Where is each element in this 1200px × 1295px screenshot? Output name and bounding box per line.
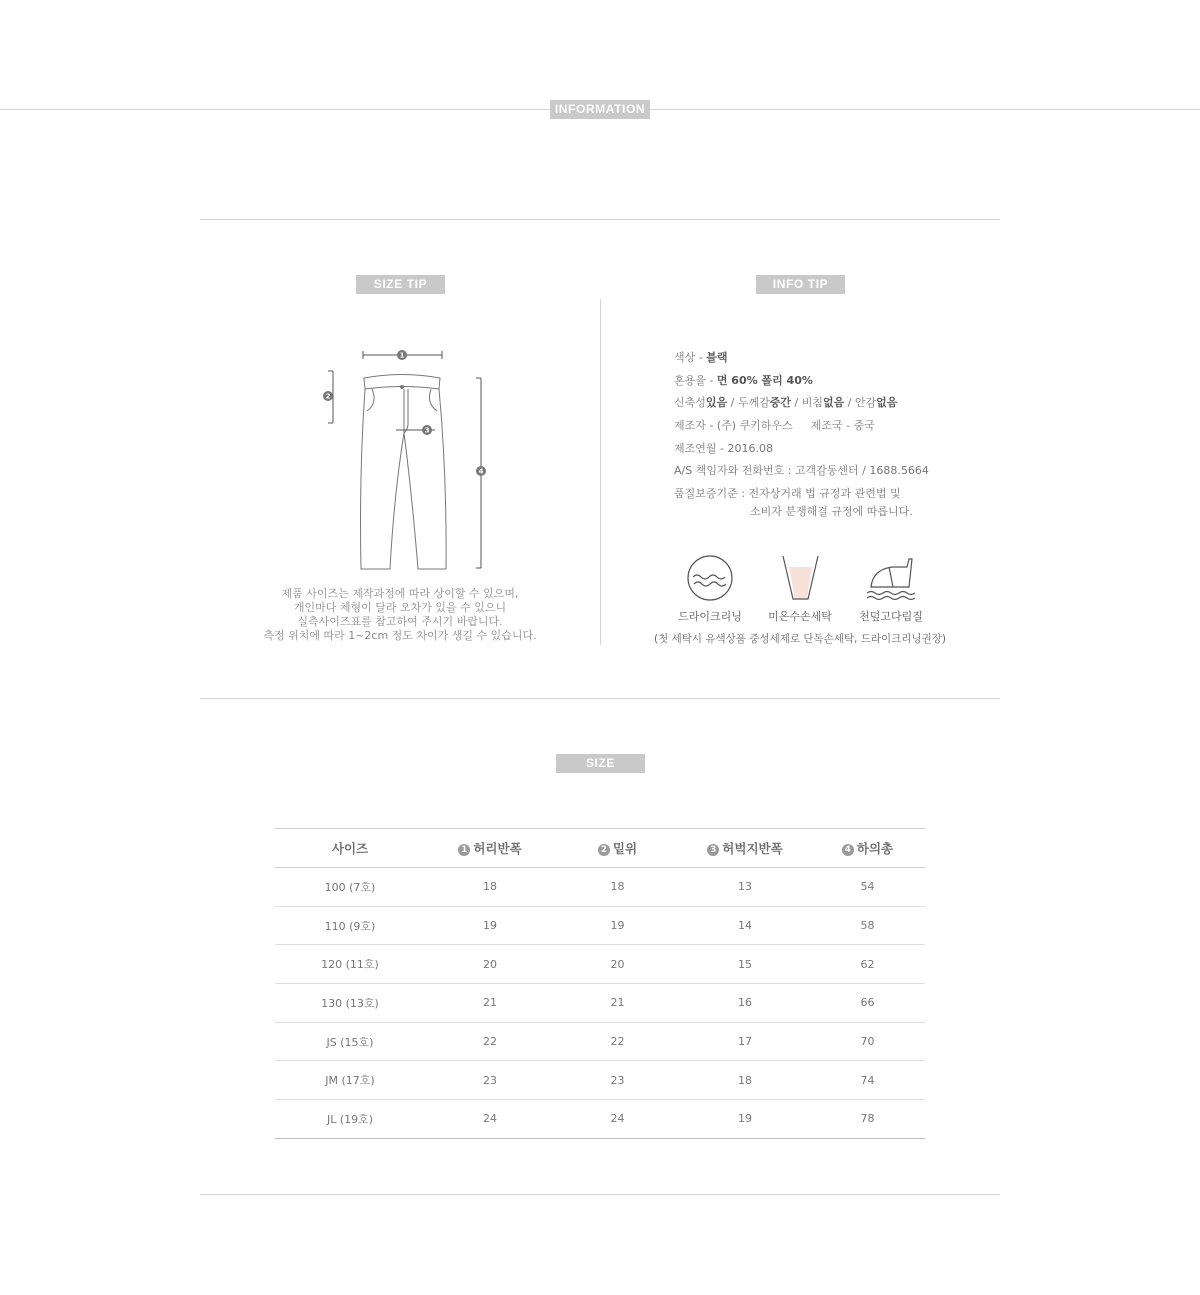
info-list	[674, 349, 974, 526]
care-dry-clean: 드라이크리닝	[665, 553, 755, 624]
blend-value: 면 60% 폴리 40%	[716, 373, 813, 387]
info-quality: 품질보증기준 : 전자상거래 법 규정과 관련법 및	[674, 487, 901, 501]
table-row: 130 (13호) 21 21 16 66	[275, 984, 925, 1023]
size-note-line: 측정 위치에 따라 1~2cm 정도 차이가 생길 수 있습니다.	[263, 629, 537, 642]
care-note: (첫 세탁시 유색상품 중성세제로 단독손세탁, 드라이크리닝권장)	[654, 633, 946, 645]
care-iron: 천덮고다림질	[846, 553, 936, 624]
info-as: A/S 책임자와 전화번호 : 고객감동센터 / 1688.5664	[674, 464, 929, 478]
size-notes	[240, 587, 560, 643]
size-note-line: 실측사이즈표를 참고하여 주시기 바랍니다.	[297, 615, 503, 628]
col-thigh: 3 허벅지반폭	[680, 829, 810, 868]
marker-1-label: 1	[399, 351, 405, 360]
col-waist: 1 허리반폭	[425, 829, 555, 868]
table-row: JM (17호) 23 23 18 74	[275, 1061, 925, 1100]
section-divider-top	[200, 219, 1000, 220]
info-country: 제조국 - 중국	[810, 419, 875, 433]
dry-clean-icon	[685, 553, 735, 603]
info-quality-cont: 소비자 분쟁해결 규정에 따릅니다.	[750, 504, 913, 518]
table-row: 110 (9호) 19 19 14 58	[275, 906, 925, 945]
pants-outline	[361, 389, 447, 569]
color-value: 블랙	[706, 351, 728, 364]
size-table	[275, 828, 925, 1139]
column-divider	[600, 299, 601, 645]
col-size: 사이즈	[275, 829, 425, 868]
info-tip-tag: INFO TIP	[756, 275, 845, 294]
iron-with-cloth-icon	[863, 553, 919, 603]
marker-2-label: 2	[325, 392, 331, 401]
info-blend: 혼용율 - 면 60% 폴리 40%	[674, 373, 813, 387]
info-color: 색상 - 블랙	[674, 351, 728, 364]
info-date: 제조연월 - 2016.08	[674, 441, 773, 455]
marker-4-label: 4	[478, 467, 484, 476]
table-row: JS (15호) 22 22 17 70	[275, 1022, 925, 1061]
marker-3-label: 3	[424, 426, 430, 435]
col-total-length: 4 하의총	[810, 829, 925, 868]
size-note-line: 제품 사이즈는 제작과정에 따라 상이할 수 있으며,	[281, 587, 519, 600]
info-maker: 제조자 - (주) 쿠키하우스 제조국 - 중국	[674, 419, 875, 433]
section-divider-bottom	[200, 1194, 1000, 1195]
col-rise: 2 밑위	[555, 829, 680, 868]
care-hand-wash: 미온수손세탁	[755, 553, 845, 624]
section-divider-middle	[200, 698, 1000, 699]
size-note-line: 개인마다 체형이 달라 오차가 있을 수 있으니	[293, 601, 507, 614]
table-row: 100 (7호) 18 18 13 54	[275, 868, 925, 907]
table-row: JL (19호) 24 24 19 78	[275, 1100, 925, 1139]
size-tag: SIZE	[556, 754, 645, 773]
pants-diagram	[310, 345, 510, 575]
lukewarm-hand-wash-icon	[775, 553, 825, 603]
size-tip-tag: SIZE TIP	[356, 275, 445, 294]
info-attributes: 신축성있음 / 두께감중간 / 비침없음 / 안감없음	[674, 396, 898, 410]
information-tag: INFORMATION	[550, 100, 650, 119]
table-row: 120 (11호) 20 20 15 62	[275, 945, 925, 984]
size-table-header	[275, 829, 925, 868]
